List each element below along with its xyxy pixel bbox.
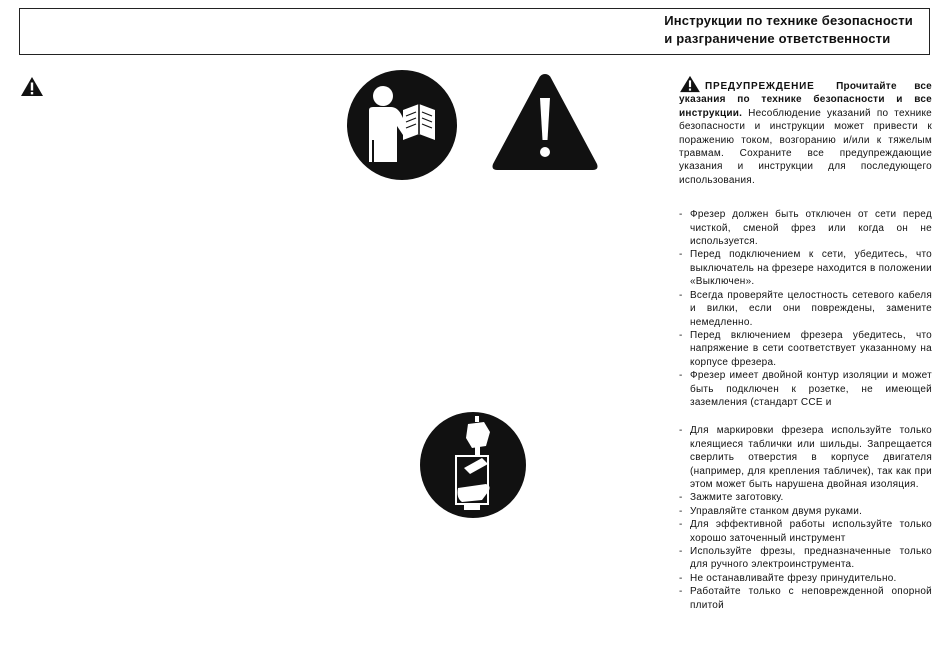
safety-list-1 [679,208,932,409]
list-item: - Для эффективной работы используйте только хорошо заточенный инструмент [679,518,932,545]
warning-body-text: Несоблюдение указаний по технике безопасности и инструкции может привести к поражению током, возгоранию и/или к тяжелым травмам. Сохраните все предупреждающие указания и инструкции для последующего использования. [679,107,932,186]
list-item: - Управляйте станком двумя руками. [679,505,932,518]
list-item: - Для маркировки фрезера используйте только клеящиеся таблички или шильды. Запрещается сверлить отверстия в корпусе двигателя (например, для крепления табличек), так как при этом может быть нарушена двойная изоляция. [679,424,932,491]
list-item: - Всегда проверяйте целостность сетевого кабеля и вилки, если они повреждены, замените немедленно. [679,289,932,329]
exclamation-triangle-icon [489,70,601,174]
page-title-line-2: и разграничение ответственности [664,31,891,46]
page-title [664,12,913,48]
list-item: - Используйте фрезы, предназначенные только для ручного электроинструмента. [679,545,932,572]
clamp-workpiece-icon [420,410,526,520]
read-manual-icon [347,70,457,180]
header-box [19,8,930,55]
safety-instructions-column [679,75,932,612]
list-item: - Зажмите заготовку. [679,491,932,504]
list-item: - Перед подключением к сети, убедитесь, что выключатель на фрезере находится в положении «Выключен». [679,248,932,288]
list-item: - Не останавливайте фрезу принудительно. [679,572,932,585]
safety-list-2 [679,424,932,612]
list-item: - Перед включением фрезера убедитесь, что напряжение в сети соответствует указанному на корпусе фрезера. [679,329,932,369]
list-item: - Работайте только с неповрежденной опорной плитой [679,585,932,612]
page-title-line-1: Инструкции по технике безопасности [664,13,913,28]
warning-heading: ПРЕДУПРЕЖДЕНИЕ [705,81,815,92]
warning-bold-text: Прочитайте все указания по технике безопасности и все инструкции. [679,81,932,119]
warning-heading-icon [679,75,701,93]
list-item: - Фрезер должен быть отключен от сети перед чисткой, сменой фрез или когда он не используется. [679,208,932,248]
warning-triangle-icon [20,76,44,97]
warning-paragraph [679,75,932,187]
list-item: - Фрезер имеет двойной контур изоляции и может быть подключен к розетке, не имеющей заземления (стандарт CCE и [679,369,932,409]
